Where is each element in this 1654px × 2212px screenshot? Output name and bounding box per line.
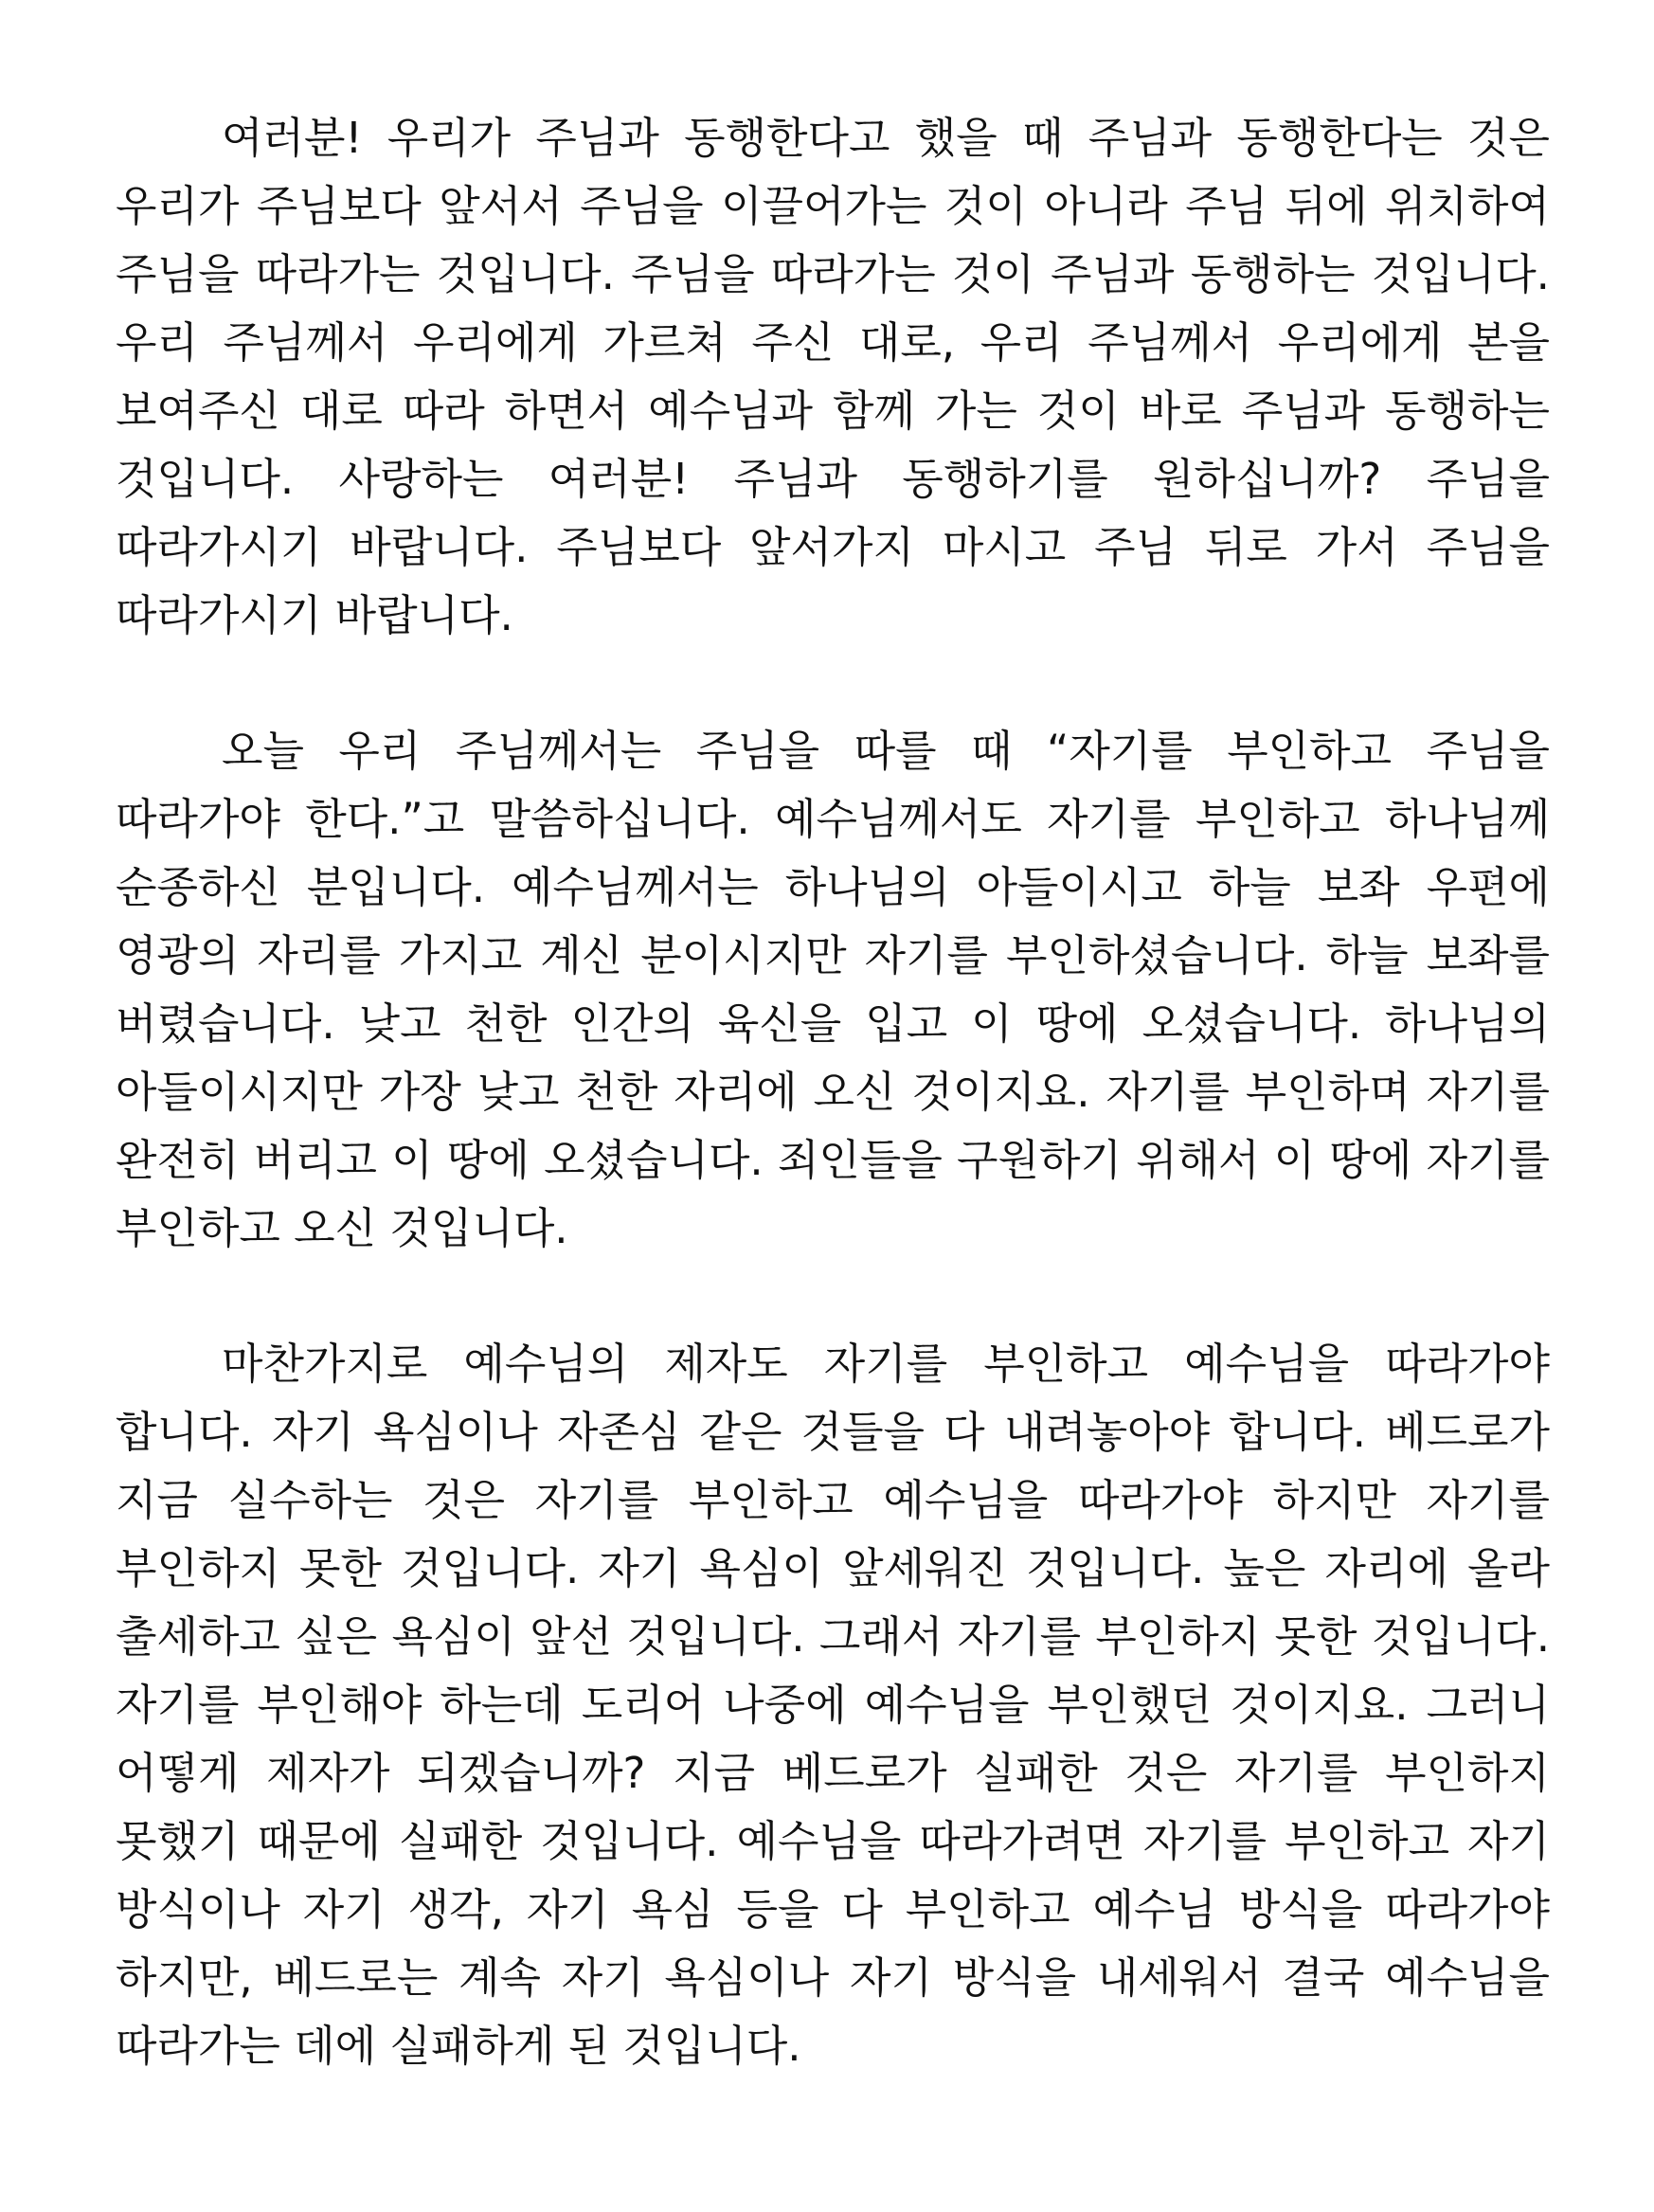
paragraph-3: 마찬가지로 예수님의 제자도 자기를 부인하고 예수님을 따라가야 합니다. 자기 욕심이나 자존심 같은 것들을 다 내려놓아야 합니다. 베드로가 지금 실수하는 것은 자기를 부인하고 예수님을 따라가야 하지만 자기를 부인하지 못한 것입니다. 자기 욕심이 앞세워진 것입니다. 높은 자리에 올라 출세하고 싶은 욕심이 앞선 것입니다. 그래서 자기를 부인하지 못한 것입니다. 자기를 부인해야 하는데 도리어 나중에 예수님을 부인했던 것이지요. 그러니 어떻게 제자가 되겠습니까? 지금 베드로가 실패한 것은 자기를 부인하지 못했기 때문에 실패한 것입니다. 예수님을 따라가려면 자기를 부인하고 자기 방식이나 자기 생각, 자기 욕심 등을 다 부인하고 예수님 방식을 따라가야 하지만, 베드로는 계속 자기 욕심이나 자기 방식을 내세워서 결국 예수님을 따라가는 데에 실패하게 된 것입니다. xyxy=(116,1339,1550,2071)
paragraph-1: 여러분! 우리가 주님과 동행한다고 했을 때 주님과 동행한다는 것은 우리가 주님보다 앞서서 주님을 이끌어가는 것이 아니라 주님 뒤에 위치하여 주님을 따라가는 것입니다. 주님을 따라가는 것이 주님과 동행하는 것입니다. 우리 주님께서 우리에게 가르쳐 주신 대로, 우리 주님께서 우리에게 본을 보여주신 대로 따라 하면서 예수님과 함께 가는 것이 바로 주님과 동행하는 것입니다. 사랑하는 여러분! 주님과 동행하기를 원하십니까? 주님을 따라가시기 바랍니다. 주님보다 앞서가지 마시고 주님 뒤로 가서 주님을 따라가시기 바랍니다. xyxy=(116,113,1550,640)
paragraph-2: 오늘 우리 주님께서는 주님을 따를 때 “자기를 부인하고 주님을 따라가야 한다.”고 말씀하십니다. 예수님께서도 자기를 부인하고 하나님께 순종하신 분입니다. 예수님께서는 하나님의 아들이시고 하늘 보좌 우편에 영광의 자리를 가지고 계신 분이시지만 자기를 부인하셨습니다. 하늘 보좌를 버렸습니다. 낮고 천한 인간의 육신을 입고 이 땅에 오셨습니다. 하나님의 아들이시지만 가장 낮고 천한 자리에 오신 것이지요. 자기를 부인하며 자기를 완전히 버리고 이 땅에 오셨습니다. 죄인들을 구원하기 위해서 이 땅에 자기를 부인하고 오신 것입니다. xyxy=(116,726,1550,1253)
